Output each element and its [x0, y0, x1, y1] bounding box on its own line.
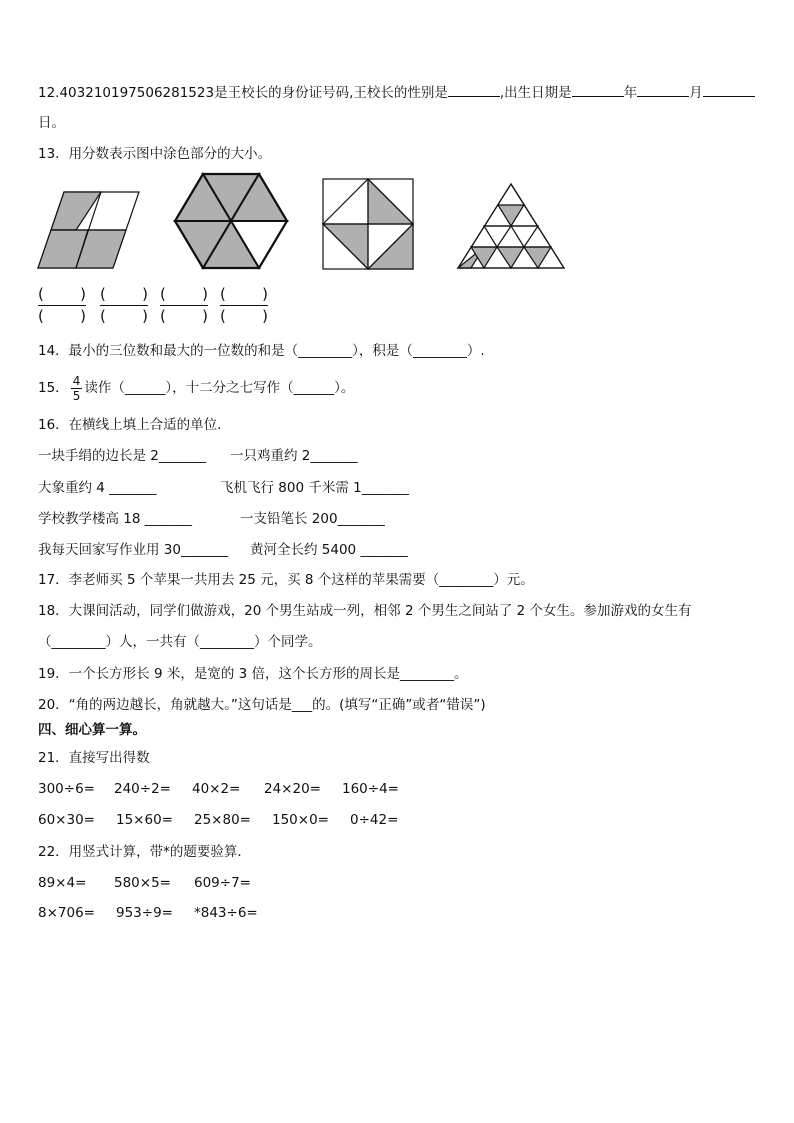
question-20: 20．“角的两边越长，角就越大。”这句话是___的。(填写“正确”或者“错误”): [38, 697, 486, 713]
q12-text-b: ,出生日期是: [499, 85, 572, 101]
unit-item-4: 飞机飞行 800 千米需 1_______: [220, 480, 409, 496]
unit-item-1: 一块手绢的边长是 2_______: [38, 448, 207, 464]
vertical-calc-item: 8×706=: [38, 905, 95, 921]
q15-number: 15．: [38, 380, 69, 396]
calc-item: 15×60=: [116, 812, 173, 828]
calc-item: 240÷2=: [114, 781, 171, 797]
question-16-prompt: 16．在横线上填上合适的单位．: [38, 417, 231, 433]
calc-item: 150×0=: [272, 812, 329, 828]
question-18-line1: 18．大课间活动，同学们做游戏，20 个男生站成一列，相邻 2 个男生之间站了 2 个女生。参加游戏的女生有: [38, 603, 692, 619]
unit-item-8: 黄河全长约 5400 _______: [250, 542, 408, 558]
q12-text-c: 年: [623, 85, 638, 101]
triangle-figure: [456, 182, 566, 270]
fraction-answer-2[interactable]: ( ) ( ): [100, 285, 148, 325]
fraction-four-fifths: $\frac{4}{5}$: [72, 373, 81, 403]
question-22-prompt: 22．用竖式计算，带*的题要验算．: [38, 844, 251, 860]
question-21-prompt: 21．直接写出得数: [38, 750, 150, 766]
calc-item: 25×80=: [194, 812, 251, 828]
unit-item-7: 我每天回家写作业用 30_______: [38, 542, 229, 558]
question-17: 17．李老师买 5 个苹果一共用去 25 元，买 8 个这样的苹果需要（________）元。: [38, 572, 534, 588]
question-12-line1: [38, 82, 755, 103]
section-4-title: 四、细心算一算。: [38, 722, 146, 738]
vertical-calc-item: 609÷7=: [194, 875, 251, 891]
vertical-calc-item: *843÷6=: [194, 905, 258, 921]
vertical-calc-item: 580×5=: [114, 875, 171, 891]
unit-item-2: 一只鸡重约 2_______: [230, 448, 358, 464]
fraction-answer-1[interactable]: ( ) ( ): [38, 285, 86, 325]
unit-item-6: 一支铅笔长 200_______: [240, 511, 385, 527]
birth-month-blank[interactable]: [637, 82, 689, 97]
birth-year-blank[interactable]: [572, 82, 624, 97]
q12-text-d: 月: [689, 85, 703, 101]
question-15: [38, 372, 354, 404]
fraction-answer-4[interactable]: ( ) ( ): [220, 285, 268, 325]
parallelogram-figure: [36, 190, 142, 270]
calc-item: 60×30=: [38, 812, 95, 828]
vertical-calc-item: 89×4=: [38, 875, 87, 891]
calc-item: 40×2=: [192, 781, 241, 797]
q12-text-a: 12.403210197506281523是王校长的身份证号码,王校长的性别是: [38, 85, 448, 101]
question-18-line2: （________）人，一共有（________）个同学。: [38, 634, 322, 650]
question-19: 19．一个长方形长 9 米，是宽的 3 倍，这个长方形的周长是________。: [38, 666, 468, 682]
question-12-line2: [38, 113, 65, 133]
unit-item-5: 学校教学楼高 18 _______: [38, 511, 193, 527]
unit-item-3: 大象重约 4 _______: [38, 480, 157, 496]
q15-text: 读作（______），十二分之七写作（______）。: [84, 380, 355, 396]
question-14: 14．最小的三位数和最大的一位数的和是（________），积是（________）.: [38, 343, 485, 359]
calc-item: 0÷42=: [350, 812, 399, 828]
gender-blank[interactable]: [448, 82, 500, 97]
calc-item: 300÷6=: [38, 781, 95, 797]
calc-item: 160÷4=: [342, 781, 399, 797]
birth-day-blank[interactable]: [703, 82, 755, 97]
square-figure: [322, 178, 414, 270]
fraction-answer-3[interactable]: ( ) ( ): [160, 285, 208, 325]
calc-item: 24×20=: [264, 781, 321, 797]
q12-text-e: 日。: [38, 115, 65, 131]
hexagon-figure: [172, 172, 290, 270]
vertical-calc-item: 953÷9=: [116, 905, 173, 921]
question-13-prompt: 13．用分数表示图中涂色部分的大小。: [38, 146, 272, 162]
